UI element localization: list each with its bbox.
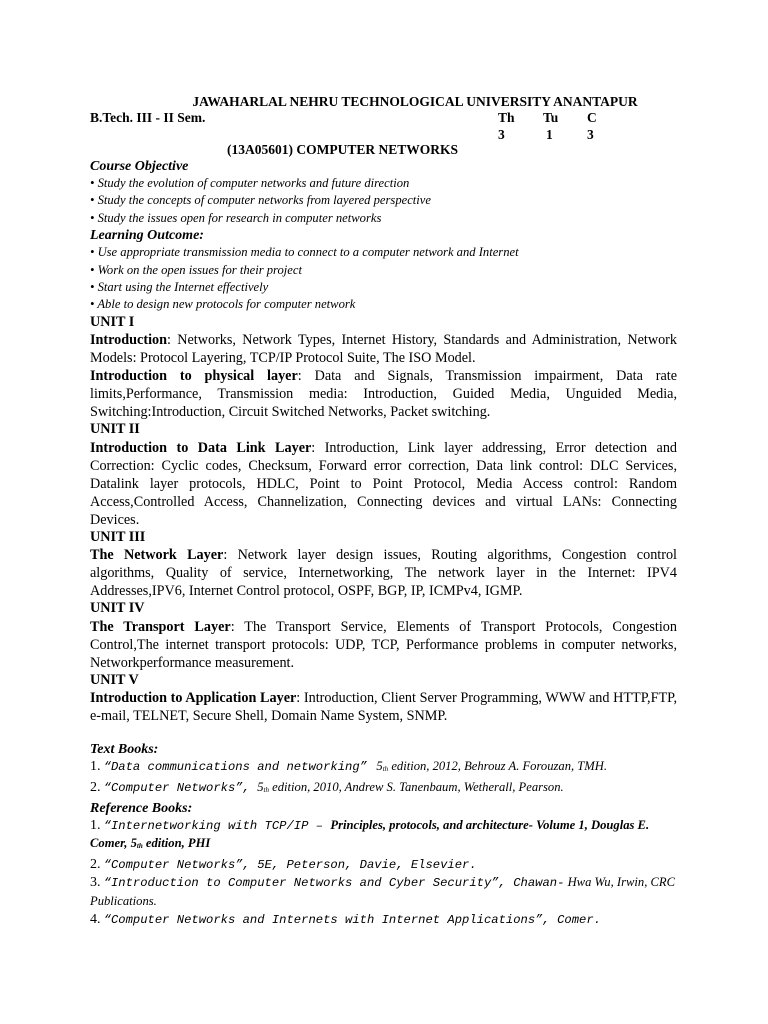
unit-paragraph: The Transport Layer: The Transport Service, Elements of Transport Protocols, Congestion Control,The internet transport protocols: UDP, TCP, Performance problems in computer networks, Networkperformance measurement. (90, 618, 677, 671)
credit-label-c: C (587, 110, 597, 125)
unit-heading: UNIT I (90, 313, 135, 330)
text-books-heading: Text Books: (90, 742, 159, 758)
outcome-item: • Start using the Internet effectively (90, 280, 269, 295)
unit-paragraph: Introduction to Application Layer: Introduction, Client Server Programming, WWW and HTTP,FTP, e-mail, TELNET, Secure Shell, Domain Name System, SNMP. (90, 690, 678, 725)
unit-paragraph: Introduction to Data Link Layer: Introduction, Link layer addressing, Error detection and Correction: Cyclic codes, Checksum, Forward error correction, Data link control: DLC Services, Datalink layer protocols, HDLC, Point to Point Protocol, Media Access control: Random Access,Controlled Access, Channelization, Connecting devices and virtual LANs: Connecting Devices. (90, 439, 678, 528)
reference-book-item: 3. “Introduction to Computer Networks and Cyber Security”, Chawan- Hwa Wu, Irwin, CRC Publications. (90, 875, 675, 908)
unit-heading: UNIT II (90, 421, 140, 438)
objective-item: • Study the concepts of computer networks from layered perspective (90, 193, 431, 208)
reference-book-item: 4. “Computer Networks and Internets with Internet Applications”, Comer. (90, 911, 601, 927)
credit-label-th: Th (498, 110, 515, 125)
unit-paragraph: Introduction: Networks, Network Types, Internet History, Standards and Administration, Network Models: Protocol Layering, TCP/IP Protocol Suite, The ISO Model. (90, 332, 677, 367)
course-objective-heading: Course Objective (90, 159, 189, 174)
reference-book-item: 1. “Internetworking with TCP/IP – Principles, protocols, and architecture- Volume 1, Douglas E. Comer, $5_{th}$ edition, PHI (90, 817, 650, 851)
unit-heading: UNIT IV (90, 600, 145, 617)
reference-books-heading: Reference Books: (90, 800, 193, 816)
page-header (90, 93, 680, 142)
text-book-item: 1. “Data communications and networking” $5_{th}$ edition, 2012, Behrouz A. Forouzan, TMH. (90, 759, 608, 775)
credit-value-tu: 1 (546, 127, 553, 142)
reference-book-item: 2. “Computer Networks”, 5E, Peterson, Davie, Elsevier. (90, 856, 477, 872)
semester-row (90, 110, 680, 142)
outcome-item: • Use appropriate transmission media to connect to a computer network and Internet (90, 245, 519, 260)
learning-outcome-heading: Learning Outcome: (90, 228, 204, 244)
text-book-item: 2. “Computer Networks”, $5_{th}$ edition, 2010, Andrew S. Tanenbaum, Wetherall, Pearson. (90, 779, 564, 795)
credit-label-tu: Tu (543, 110, 559, 125)
credit-value-c: 3 (587, 127, 594, 142)
unit-heading: UNIT V (90, 671, 139, 688)
unit-paragraph: The Network Layer: Network layer design issues, Routing algorithms, Congestion control algorithms, Quality of service, Internetworking, The network layer in the Internet: IPV4 Addresses,IPV6, Internet Control protocol, OSPF, BGP, IP, ICMPv4, IGMP. (90, 547, 677, 600)
outcome-item: • Able to design new protocols for computer network (90, 297, 356, 312)
credit-value-th: 3 (498, 127, 505, 142)
objective-item: • Study the issues open for research in computer networks (90, 210, 382, 225)
course-title: (13A05601) COMPUTER NETWORKS (227, 142, 459, 157)
unit-paragraph: Introduction to physical layer: Data and Signals, Transmission impairment, Data rate limits,Performance, Transmission media: Introduction, Guided Media, Unguided Media, Switching:Introduction, Circuit Switched Networks, Packet switching. (90, 368, 677, 421)
university-name: JAWAHARLAL NEHRU TECHNOLOGICAL UNIVERSITY ANANTAPUR (192, 94, 638, 109)
outcome-item: • Work on the open issues for their project (90, 262, 302, 277)
semester-label: B.Tech. III - II Sem. (90, 110, 206, 125)
syllabus-body (90, 158, 677, 929)
objective-item: • Study the evolution of computer networks and future direction (90, 176, 410, 190)
unit-heading: UNIT III (90, 528, 146, 545)
